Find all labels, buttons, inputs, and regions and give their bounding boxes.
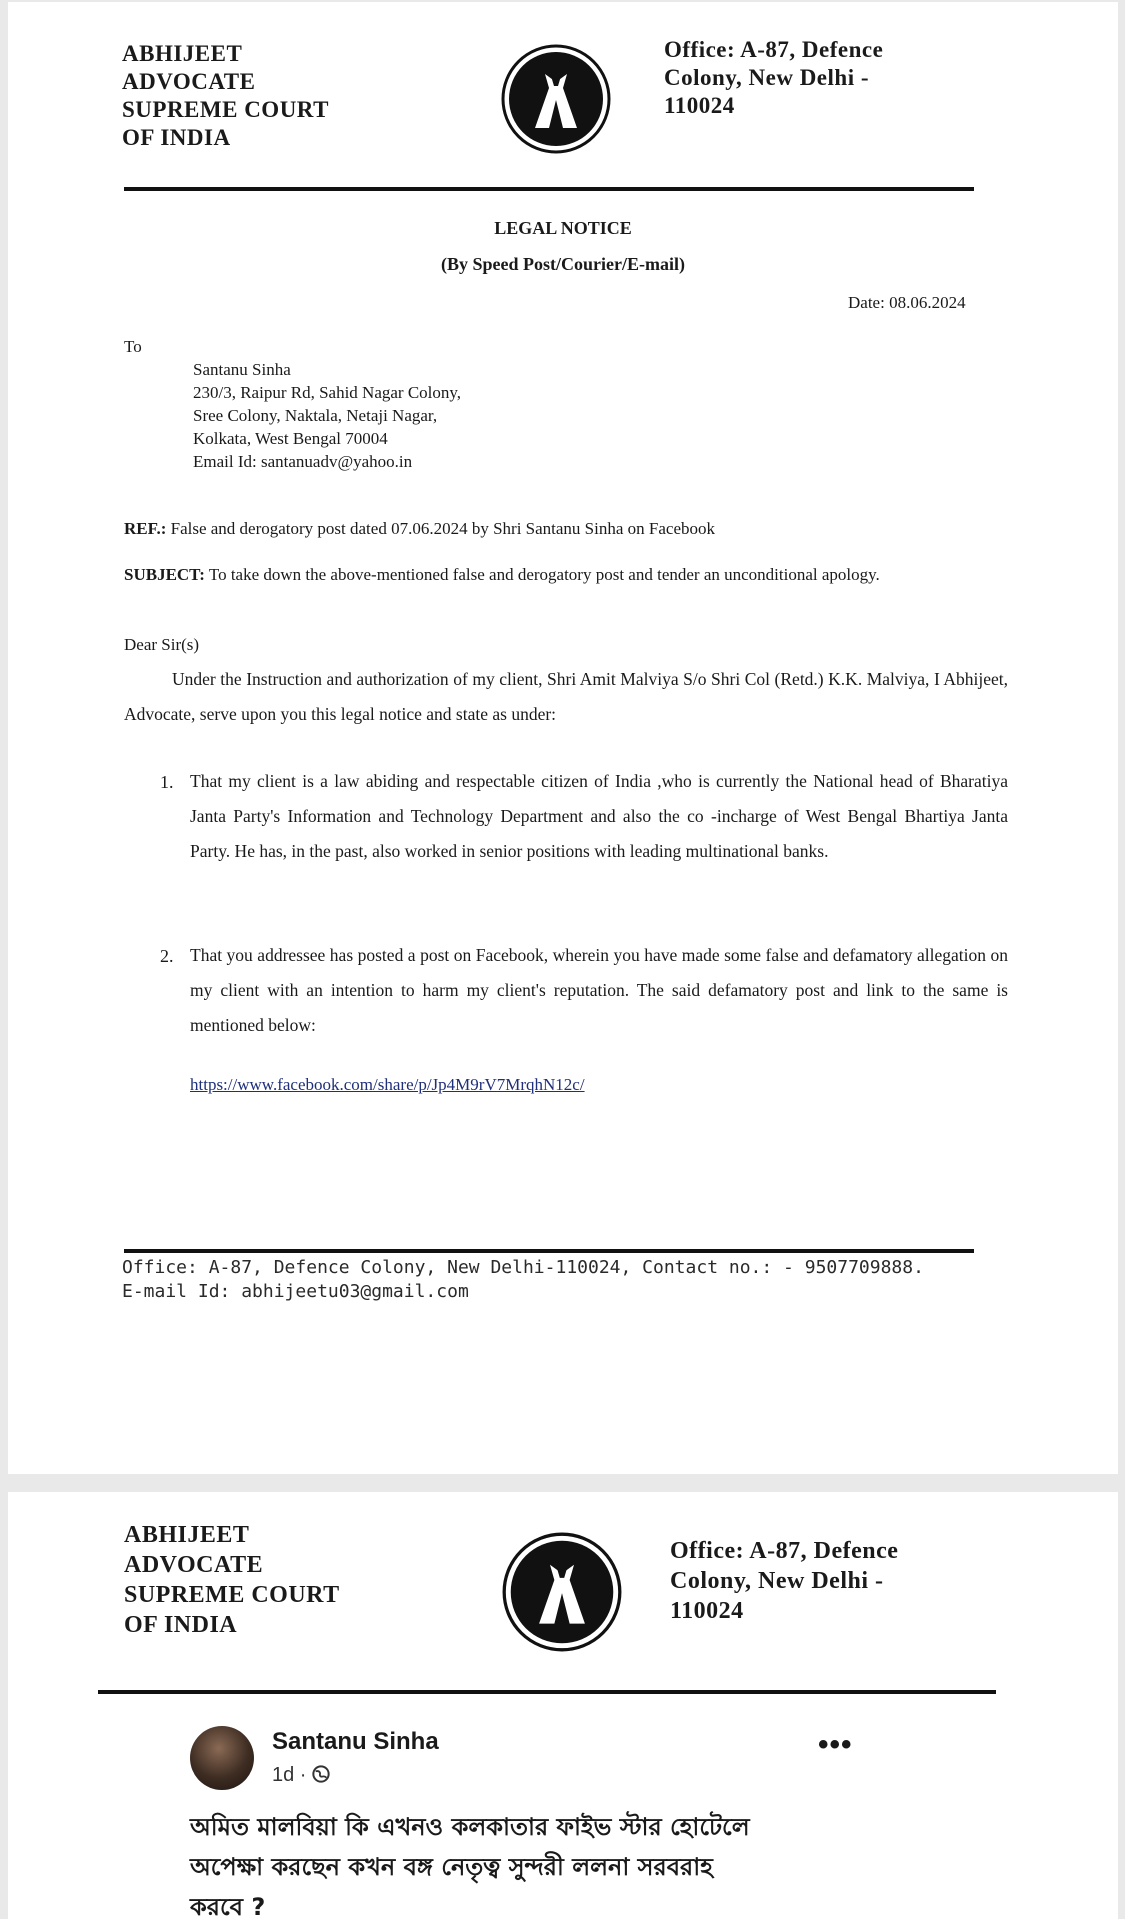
advocate-name-line: OF INDIA — [122, 125, 231, 150]
reference-label: REF.: — [124, 519, 167, 538]
office-line: Office: A-87, Defence — [670, 1538, 899, 1564]
office-line: Colony, New Delhi - — [670, 1568, 884, 1594]
footer-contact — [122, 1256, 924, 1304]
footer-email-line: E-mail Id: abhijeetu03@gmail.com — [122, 1281, 469, 1302]
globe-icon — [312, 1765, 330, 1783]
legal-notice-page — [8, 2, 1118, 1474]
addressee-line: Kolkata, West Bengal 70004 — [193, 429, 388, 448]
point-number: 2. — [160, 946, 174, 966]
office-address-block — [664, 36, 883, 120]
footer-divider — [124, 1249, 974, 1253]
addressee-block — [193, 358, 461, 473]
facebook-post-page — [8, 1492, 1118, 1919]
addressee-line: 230/3, Raipur Rd, Sahid Nagar Colony, — [193, 383, 462, 402]
point-number: 1. — [160, 772, 174, 792]
reference-text: False and derogatory post dated 07.06.2024 by Shri Santanu Sinha on Facebook — [166, 519, 715, 538]
intro-paragraph: Under the Instruction and authorization of my client, Shri Amit Malviya S/o Shri Col (Retd.) K.K. Malviya, I Abhijeet, Advocate, serve upon you this legal notice and state as under: — [124, 669, 1008, 724]
advocate-emblem-icon — [502, 1532, 622, 1652]
subject-text: To take down the above-mentioned false and derogatory post and tender an unconditional apology. — [204, 565, 880, 584]
subject-line — [124, 562, 1004, 587]
reference-line — [124, 518, 1004, 540]
avatar[interactable] — [190, 1726, 254, 1790]
office-line: 110024 — [664, 93, 735, 118]
post-text-line: অপেক্ষা করছেন কখন বঙ্গ নেতৃত্ব সুন্দরী ললনা সরবরাহ — [190, 1853, 713, 1881]
salutation: Dear Sir(s) — [124, 635, 200, 654]
addressee-email: Email Id: santanuadv@yahoo.in — [193, 452, 413, 471]
advocate-name-line: SUPREME COURT — [122, 97, 329, 122]
office-line: 110024 — [670, 1598, 744, 1624]
point-paragraph: That my client is a law abiding and respectable citizen of India ,who is currently the National head of Bharatiya Janta Party's Information and Technology Department and also the co -incharge of West Bengal Bhartiya Janta Party. He has, in the past, also worked in senior positions with leading multinational banks. — [190, 771, 1008, 861]
to-label: To — [124, 337, 142, 356]
header-divider — [98, 1690, 996, 1694]
advocate-name-line: ADVOCATE — [122, 69, 256, 94]
header-divider — [124, 187, 974, 191]
post-timestamp — [272, 1764, 330, 1787]
notice-title: LEGAL NOTICE — [494, 218, 632, 238]
post-text-line: অমিত মালবিয়া কি এখনও কলকাতার ফাইভ স্টার হোটেলে — [190, 1813, 750, 1841]
addressee-line: Santanu Sinha — [193, 360, 291, 379]
more-options-icon[interactable]: ••• — [818, 1728, 853, 1761]
advocate-emblem-icon — [501, 44, 611, 154]
advocate-name-block — [122, 40, 329, 152]
advocate-name-line: ADVOCATE — [124, 1552, 264, 1578]
subject-label: SUBJECT: — [124, 565, 205, 584]
post-time[interactable]: 1d · — [272, 1764, 307, 1786]
advocate-name-line: ABHIJEET — [122, 41, 243, 66]
advocate-name-line: ABHIJEET — [124, 1522, 250, 1548]
advocate-name-line: OF INDIA — [124, 1612, 238, 1638]
post-author-name[interactable]: Santanu Sinha — [272, 1728, 439, 1755]
post-text-line: করবে ? — [190, 1893, 266, 1919]
footer-office-line: Office: A-87, Defence Colony, New Delhi-110024, Contact no.: - 9507709888. — [122, 1257, 924, 1278]
point-paragraph: That you addressee has posted a post on Facebook, wherein you have made some false and defamatory allegation on my client with an intention to harm my client's reputation. The said defamatory post and link to the same is mentioned below: — [190, 945, 1008, 1035]
office-line: Colony, New Delhi - — [664, 65, 869, 90]
advocate-name-block — [124, 1520, 340, 1640]
notice-delivery-mode: (By Speed Post/Courier/E-mail) — [441, 254, 685, 274]
office-line: Office: A-87, Defence — [664, 37, 884, 62]
post-text — [190, 1807, 1010, 1919]
advocate-name-line: SUPREME COURT — [124, 1582, 340, 1608]
office-address-block — [670, 1536, 898, 1626]
addressee-line: Sree Colony, Naktala, Netaji Nagar, — [193, 406, 438, 425]
notice-date: Date: 08.06.2024 — [848, 293, 966, 312]
facebook-post-link[interactable]: https://www.facebook.com/share/p/Jp4M9rV7MrqhN12c/ — [190, 1075, 585, 1094]
